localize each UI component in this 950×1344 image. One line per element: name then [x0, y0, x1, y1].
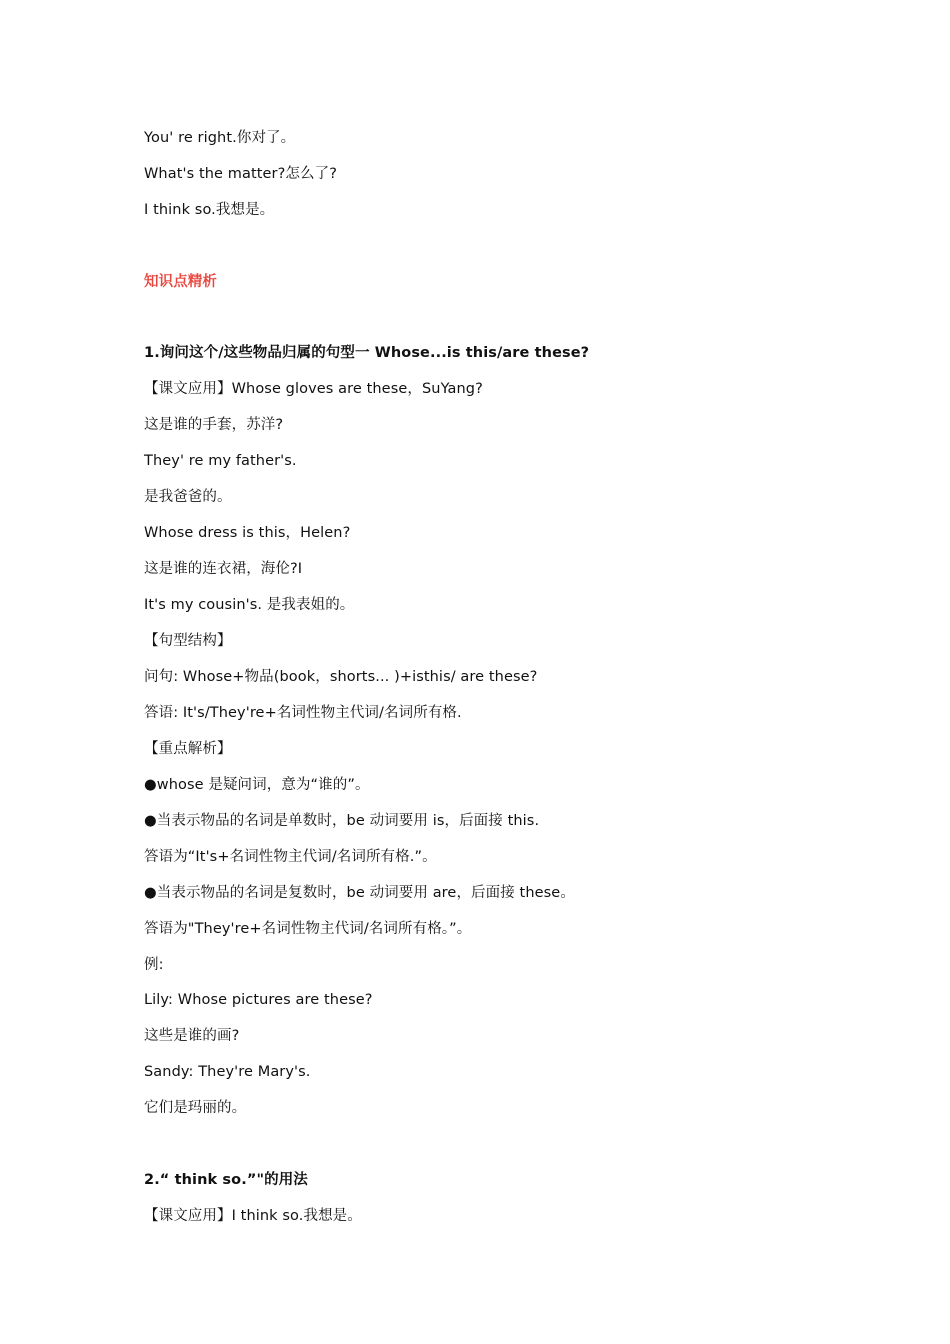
- point1-line: 是我爸爸的。: [144, 489, 232, 505]
- intro-line: What's the matter?怎么了?: [144, 166, 338, 182]
- intro-line: You' re right.你对了。: [144, 130, 296, 146]
- point1-line: It's my cousin's. 是我表姐的。: [144, 597, 355, 613]
- point2-title: 2.“ think so.”"的用法: [144, 1172, 308, 1188]
- point1-line: 答语: It's/They're+名词性物主代词/名词所有格.: [144, 705, 462, 721]
- intro-line: I think so.我想是。: [144, 202, 275, 218]
- point1-line: Sandy: They're Mary's.: [144, 1064, 311, 1080]
- point1-line: 【课文应用】Whose gloves are these，SuYang?: [144, 381, 483, 397]
- point1-title: 1.询问这个/这些物品归属的句型一 Whose...is this/are these?: [144, 345, 590, 361]
- point1-line: 答语为"They're+名词性物主代词/名词所有格。”。: [144, 921, 472, 937]
- point1-line: 这些是谁的画?: [144, 1028, 240, 1044]
- point1-line: 它们是玛丽的。: [144, 1100, 247, 1116]
- point1-line: 【句型结构】: [144, 633, 232, 649]
- point1-line: 这是谁的连衣裙，海伦?I: [144, 561, 303, 577]
- point1-line: ●whose 是疑问词，意为“谁的”。: [144, 777, 370, 793]
- point1-line: They' re my father's.: [144, 453, 297, 469]
- point1-line: Whose dress is this，Helen?: [144, 525, 351, 541]
- point1-line: 【重点解析】: [144, 741, 232, 757]
- point1-line: 这是谁的手套，苏洋?: [144, 417, 284, 433]
- section-title: 知识点精析: [144, 274, 217, 290]
- point1-line: ●当表示物品的名词是复数时，be 动词要用 are，后面接 these。: [144, 885, 575, 901]
- point1-line: Lily: Whose pictures are these?: [144, 992, 373, 1008]
- point1-line: ●当表示物品的名词是单数时，be 动词要用 is，后面接 this.: [144, 813, 540, 829]
- point2-line: 【课文应用】I think so.我想是。: [144, 1208, 362, 1224]
- point1-line: 答语为“It's+名词性物主代词/名词所有格.”。: [144, 849, 437, 865]
- point1-line: 例:: [144, 957, 164, 973]
- point1-line: 问句: Whose+物品(book，shorts... )+isthis/ are these?: [144, 669, 538, 685]
